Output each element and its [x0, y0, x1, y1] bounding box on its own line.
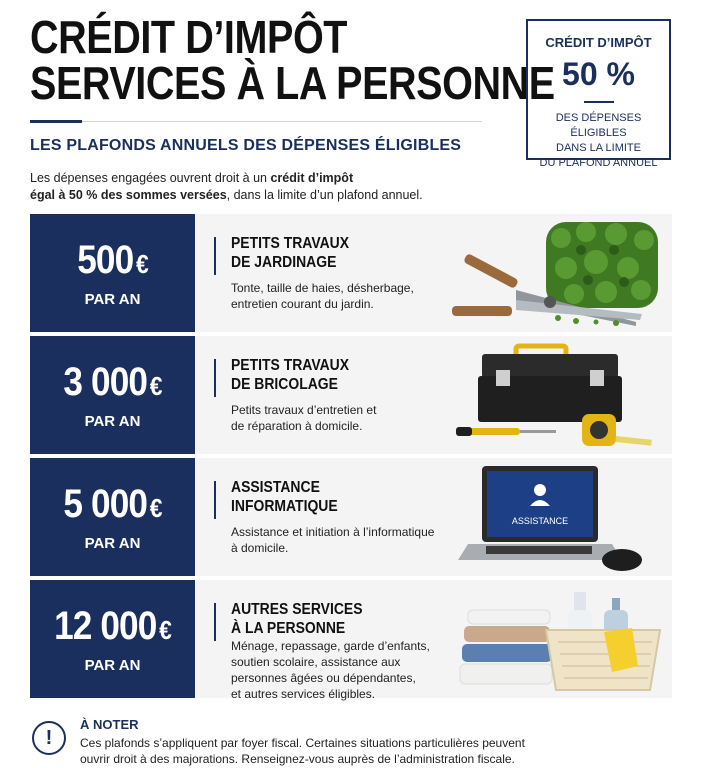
intro-part-1: Les dépenses engagées ouvrent droit à un [30, 171, 271, 185]
category-title [231, 600, 363, 638]
category-title [231, 356, 349, 394]
category-title-line-1: PETITS TRAVAUX [231, 235, 350, 252]
category-title-line-2: INFORMATIQUE [231, 498, 338, 515]
badge-title: CRÉDIT D’IMPÔT [545, 35, 652, 50]
price-period: PAR AN [84, 535, 141, 552]
intro-bold-1: crédit d’impôt [270, 171, 354, 185]
intro-bold-2: égal à 50 % des sommes versées [30, 188, 227, 202]
desc-line-1: Tonte, taille de haies, désherbage, [231, 281, 414, 295]
category-bar [214, 359, 216, 397]
badge-line-1: DES DÉPENSES ÉLIGIBLES [555, 112, 642, 139]
price-box [30, 336, 195, 454]
amount-value: 12 000 [54, 604, 157, 648]
category-title-line-2: DE JARDINAGE [231, 254, 337, 271]
desc-line-1: Assistance et initiation à l’informatique [231, 525, 435, 539]
price-amount [40, 238, 185, 283]
badge-percent: 50 % [562, 56, 635, 92]
price-amount [40, 360, 185, 405]
title-line-2: SERVICES À LA PERSONNE [30, 57, 555, 109]
title-divider [82, 121, 482, 122]
category-description [231, 280, 441, 312]
info-exclamation-icon: ! [32, 721, 66, 755]
desc-line-4: et autres services éligibles. [231, 687, 376, 701]
credit-badge [526, 19, 671, 169]
price-box [30, 580, 195, 698]
intro-part-2: , dans la limite d’un plafond annuel. [226, 188, 423, 202]
badge-line-2: DANS LA LIMITE [556, 142, 641, 154]
toolbox-icon [446, 340, 666, 450]
category-description [231, 402, 441, 434]
badge-text [528, 111, 669, 171]
notice-line-1: Ces plafonds s’appliquent par foyer fiscal. Certaines situations particulières peuvent [80, 736, 525, 750]
price-box [30, 214, 195, 332]
hedge-shears-icon [446, 218, 666, 328]
row-computing [30, 458, 672, 576]
desc-line-3: personnes âgées ou dépendantes, [231, 671, 416, 685]
currency: € [149, 493, 162, 523]
amount-value: 3 000 [63, 360, 148, 404]
category-title-line-2: À LA PERSONNE [231, 620, 346, 637]
price-amount [40, 482, 185, 527]
title-line-1: CRÉDIT D’IMPÔT [30, 11, 348, 63]
laundry-basket-icon [446, 584, 666, 694]
category-description [231, 638, 441, 702]
page-title [30, 11, 555, 109]
intro-text [30, 170, 423, 204]
row-diy [30, 336, 672, 454]
desc-line-2: de réparation à domicile. [231, 419, 363, 433]
desc-line-2: entretien courant du jardin. [231, 297, 374, 311]
desc-line-1: Petits travaux d’entretien et [231, 403, 377, 417]
desc-line-2: soutien scolaire, assistance aux [231, 655, 401, 669]
price-box [30, 458, 195, 576]
notice [30, 715, 672, 765]
badge-line-3: DU PLAFOND ANNUEL [539, 157, 658, 169]
category-title-line-2: DE BRICOLAGE [231, 376, 338, 393]
category-bar [214, 237, 216, 275]
amount-value: 500 [77, 238, 134, 282]
row-gardening [30, 214, 672, 332]
price-period: PAR AN [84, 291, 141, 308]
notice-text [80, 735, 670, 767]
category-bar [214, 603, 216, 641]
badge-rule [584, 101, 614, 103]
notice-title: À NOTER [80, 717, 139, 732]
desc-line-1: Ménage, repassage, garde d’enfants, [231, 639, 430, 653]
category-title [231, 478, 338, 516]
notice-line-2: ouvrir droit à des majorations. Renseignez-vous auprès de l’administration fiscale. [80, 752, 515, 766]
amount-value: 5 000 [63, 482, 148, 526]
currency: € [159, 615, 171, 645]
screen-label: ASSISTANCE [511, 516, 569, 526]
category-title-line-1: AUTRES SERVICES [231, 601, 363, 618]
price-period: PAR AN [84, 413, 141, 430]
price-period: PAR AN [84, 657, 141, 674]
laptop-icon [446, 462, 666, 572]
desc-line-2: à domicile. [231, 541, 289, 555]
section-subtitle: LES PLAFONDS ANNUELS DES DÉPENSES ÉLIGIBLES [30, 137, 462, 154]
category-description [231, 524, 441, 556]
category-title-line-1: PETITS TRAVAUX [231, 357, 350, 374]
price-amount [40, 604, 185, 649]
currency: € [135, 249, 148, 279]
row-other-services [30, 580, 672, 701]
title-accent-rule [30, 120, 82, 123]
currency: € [149, 371, 162, 401]
category-bar [214, 481, 216, 519]
category-title-line-1: ASSISTANCE [231, 479, 320, 496]
category-title [231, 234, 349, 272]
